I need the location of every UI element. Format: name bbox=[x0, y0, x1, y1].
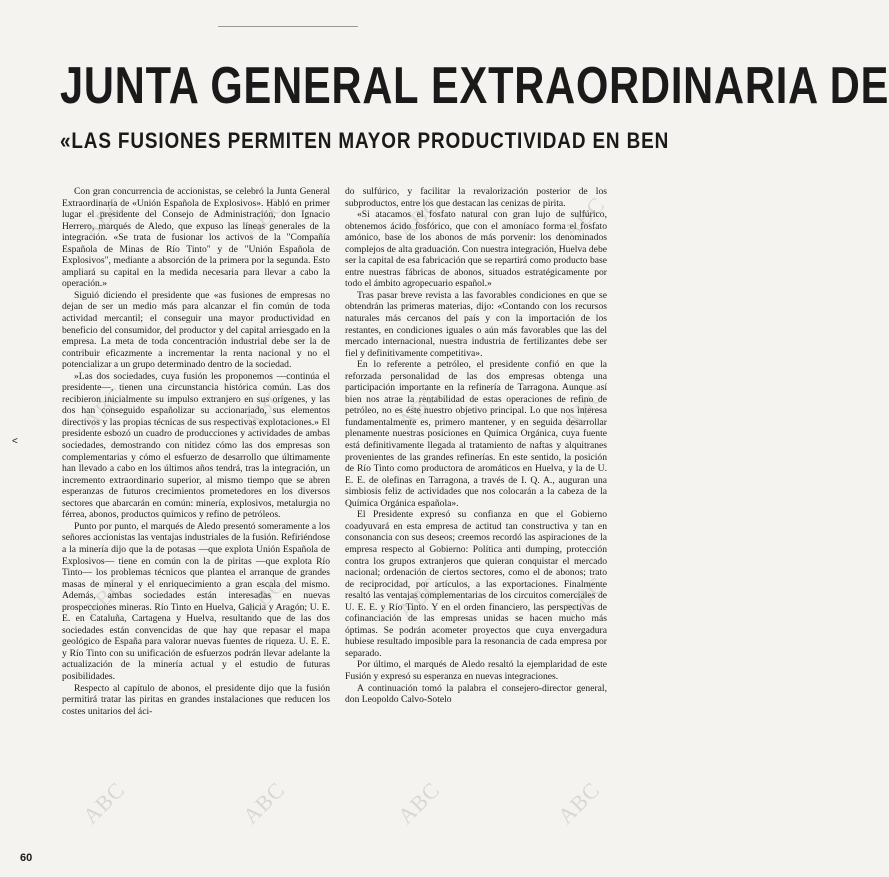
paragraph: Tras pasar breve revista a las favorables condiciones en que se obtendrán las primeras materias, dijo: «Contando con los recursos naturales más cercanos del país y con la importación de los restantes, en condiciones iguales o aún más favorables que las del mercado internacional, nuestra industria de fertilizantes debe ser fiel y definitivamente competitiva». bbox=[345, 289, 607, 359]
paragraph: Respecto al capítulo de abonos, el presidente dijo que la fusión permitirá tratar las piritas en grandes instalaciones que reducen los costes unitarios del áci- bbox=[62, 682, 330, 717]
paragraph: El Presidente expresó su confianza en que el Gobierno coadyuvará en esta empresa de actitud tan constructiva y tan en consonancia con sus deseos; creemos recordó las aspiraciones de la empresa respecto al Gobierno: Política anti dumping, protección contra los grupos extranjeros que quieran conquistar el mercado nacional; ordenación de ciertos sectores, como el de abonos; trato de reciprocidad, por artículos, a las exportaciones. Finalmente resaltó las ventajas complementarias de los circuitos comerciales de U. E. E. y Río Tinto. Y en el orden financiero, las perspectivas de cofinanciación de las empresas unidas se hacen mucho más óptimas. Se podrán acometer proyectos que cuya envergadura hubiese resultado imposible para la resonancia de cada empresa por separado. bbox=[345, 509, 607, 659]
paragraph: »Las dos sociedades, cuya fusión les proponemos —continúa el presidente—, tienen una circunstancia histórica común. Las dos recibieron inicialmente su impulso extranjero en sus orígenes, y las dos han conseguido españolizar su accionariado, sus elementos directivos y las propias técnicas de sus respectivas explotaciones.» El presidente esbozó un cuadro de producciones y actividades de ambas sociedades, demostrando con nitidez cómo las dos empresas son complementarias y cómo el esfuerzo de desarrollo que últimamente han llevado a cabo en los últimos años tendrá, tras la integración, un incremento extraordinario superior, al mismo tiempo que se abren esperanzas de futuros crecimientos prometedores en los diversos sectores que abarcarán en común: minería, explosivos, metalurgia no férrea, abonos, productos químicos y refino de petróleos. bbox=[62, 370, 330, 521]
paragraph: do sulfúrico, y facilitar la revalorización posterior de los subproductos, entre los que destacan las cenizas de pirita. bbox=[345, 186, 607, 209]
abc-watermark: ABC bbox=[557, 191, 610, 244]
abc-watermark: ABC bbox=[77, 381, 130, 434]
paragraph: Por último, el marqués de Aledo resaltó la ejemplaridad de este Fusión y expresó su esperanza en nuevas integraciones. bbox=[345, 659, 607, 682]
abc-watermark: ABC bbox=[557, 571, 610, 624]
abc-watermark: ABC bbox=[557, 381, 610, 434]
abc-watermark: ABC bbox=[237, 381, 290, 434]
abc-watermark: ABC bbox=[392, 381, 445, 434]
left-column bbox=[62, 186, 330, 717]
margin-mark: < bbox=[12, 436, 18, 447]
paragraph: Con gran concurrencia de accionistas, se celebró la Junta General Extraordinaria de «Unión Española de Explosivos». Habló en primer lugar el presidente del Consejo de Administración, don Ignacio Herrero, marqués de Aledo, que expuso las líneas generales de la integración. «Se trata de fusionar los activos de la "Compañía Española de Minas de Río Tinto" y de "Unión Española de Explosivos", mediante a absorción de la primera por la segunda. Esto ampliará su capital en la medida necesaria para llevar a cabo la operación.» bbox=[62, 186, 330, 290]
page-number: 60 bbox=[20, 852, 33, 864]
headline: JUNTA GENERAL EXTRAORDINARIA DE bbox=[60, 57, 889, 115]
paragraph: Siguió diciendo el presidente que «as fusiones de empresas no dejan de ser un medio más para alcanzar el fin común de toda actividad mercantil; el conseguir una mayor productividad en beneficio del consumidor, del productor y del capital arriesgado en la empresa. La meta de toda concentración industrial debe ser la de contribuir eficazmente a incrementar la renta nacional y no el potencializar a un grupo determinado dentro de la sociedad. bbox=[62, 289, 330, 371]
abc-watermark: ABC bbox=[237, 776, 290, 829]
paragraph: En lo referente a petróleo, el presidente confió en que la reforzada personalidad de las dos empresas obtenga una participación importante en la refinería de Tarragona. Aunque así bien nos atrae la rentabilidad de estas operaciones de refino de petróleo, no es éste nuestro objetivo principal. Lo que nos interesa fundamentalmente es, primero mantener, y en seguida desarrollar plenamente nuestras posiciones en Química Orgánica, cuya fuente está definitivamente llegada al tratamiento de naftas y alquitranes provenientes de las grandes refinerías. En este sentido, la posición de Río Tinto como productora de aromáticos en Huelva, y la de U. E. E. de olefinas en Tarragona, a través de I. Q. A., auguran una simbiosis feliz de actividades que nos colocarán a la cabeza de la Química Orgánica española». bbox=[345, 359, 607, 509]
right-column bbox=[345, 186, 607, 706]
top-rule bbox=[218, 26, 358, 27]
abc-watermark: ABC bbox=[552, 776, 605, 829]
paragraph: Punto por punto, el marqués de Aledo presentó someramente a los señores accionistas las ventajas industriales de la fusión. Refiriéndose a la minería dijo que la de potasas —que explota Unión Española de Explosivos— tiene en común con la de piritas —que explota Río Tinto— los problemas técnicos que plantea el arranque de grandes masas de mineral y el enriquecimiento a gran escala del mismo. Además, ambas sociedades están interesadas en nuevas prospecciones mineras. Río Tinto en Huelva, Galicia y Aragón; U. E. E. en Cataluña, Cartagena y Huelva, resultando que de las dos sociedades están convencidas de que hay que repasar el mapa geológico de España para valorar nuevas fuentes de riqueza. U. E. E. y Río Tinto con su unificación de esfuerzos podrán llevar adelante la actualización de la minería actual y el estudio de futuras posibilidades. bbox=[62, 520, 330, 682]
abc-watermark: ABC bbox=[77, 571, 130, 624]
abc-watermark: ABC bbox=[237, 571, 290, 624]
paragraph: A continuación tomó la palabra el consejero-director general, don Leopoldo Calvo-Sotelo bbox=[345, 682, 607, 706]
abc-watermark: ABC bbox=[77, 191, 130, 244]
paragraph: «Si atacamos el fosfato natural con gran lujo de sulfúrico, obtenemos ácido fosfórico, que con el amoníaco forma el fosfato amónico, base de los abonos de más porvenir: los denominados complejos de alta graduación. Con nuestra integración, Huelva debe ser la capital de esa fabricación que se repartirá como producto base entre nuestras fábricas de abonos, situados estratégicamente por todo el ámbito agropecuario español.» bbox=[345, 209, 607, 290]
abc-watermark: ABC bbox=[392, 776, 445, 829]
abc-watermark: ABC bbox=[392, 571, 445, 624]
abc-watermark: ABC bbox=[77, 776, 130, 829]
subheadline: «LAS FUSIONES PERMITEN MAYOR PRODUCTIVIDAD EN BEN bbox=[60, 128, 670, 153]
abc-watermark: ABC bbox=[392, 191, 445, 244]
abc-watermark: ABC bbox=[237, 191, 290, 244]
